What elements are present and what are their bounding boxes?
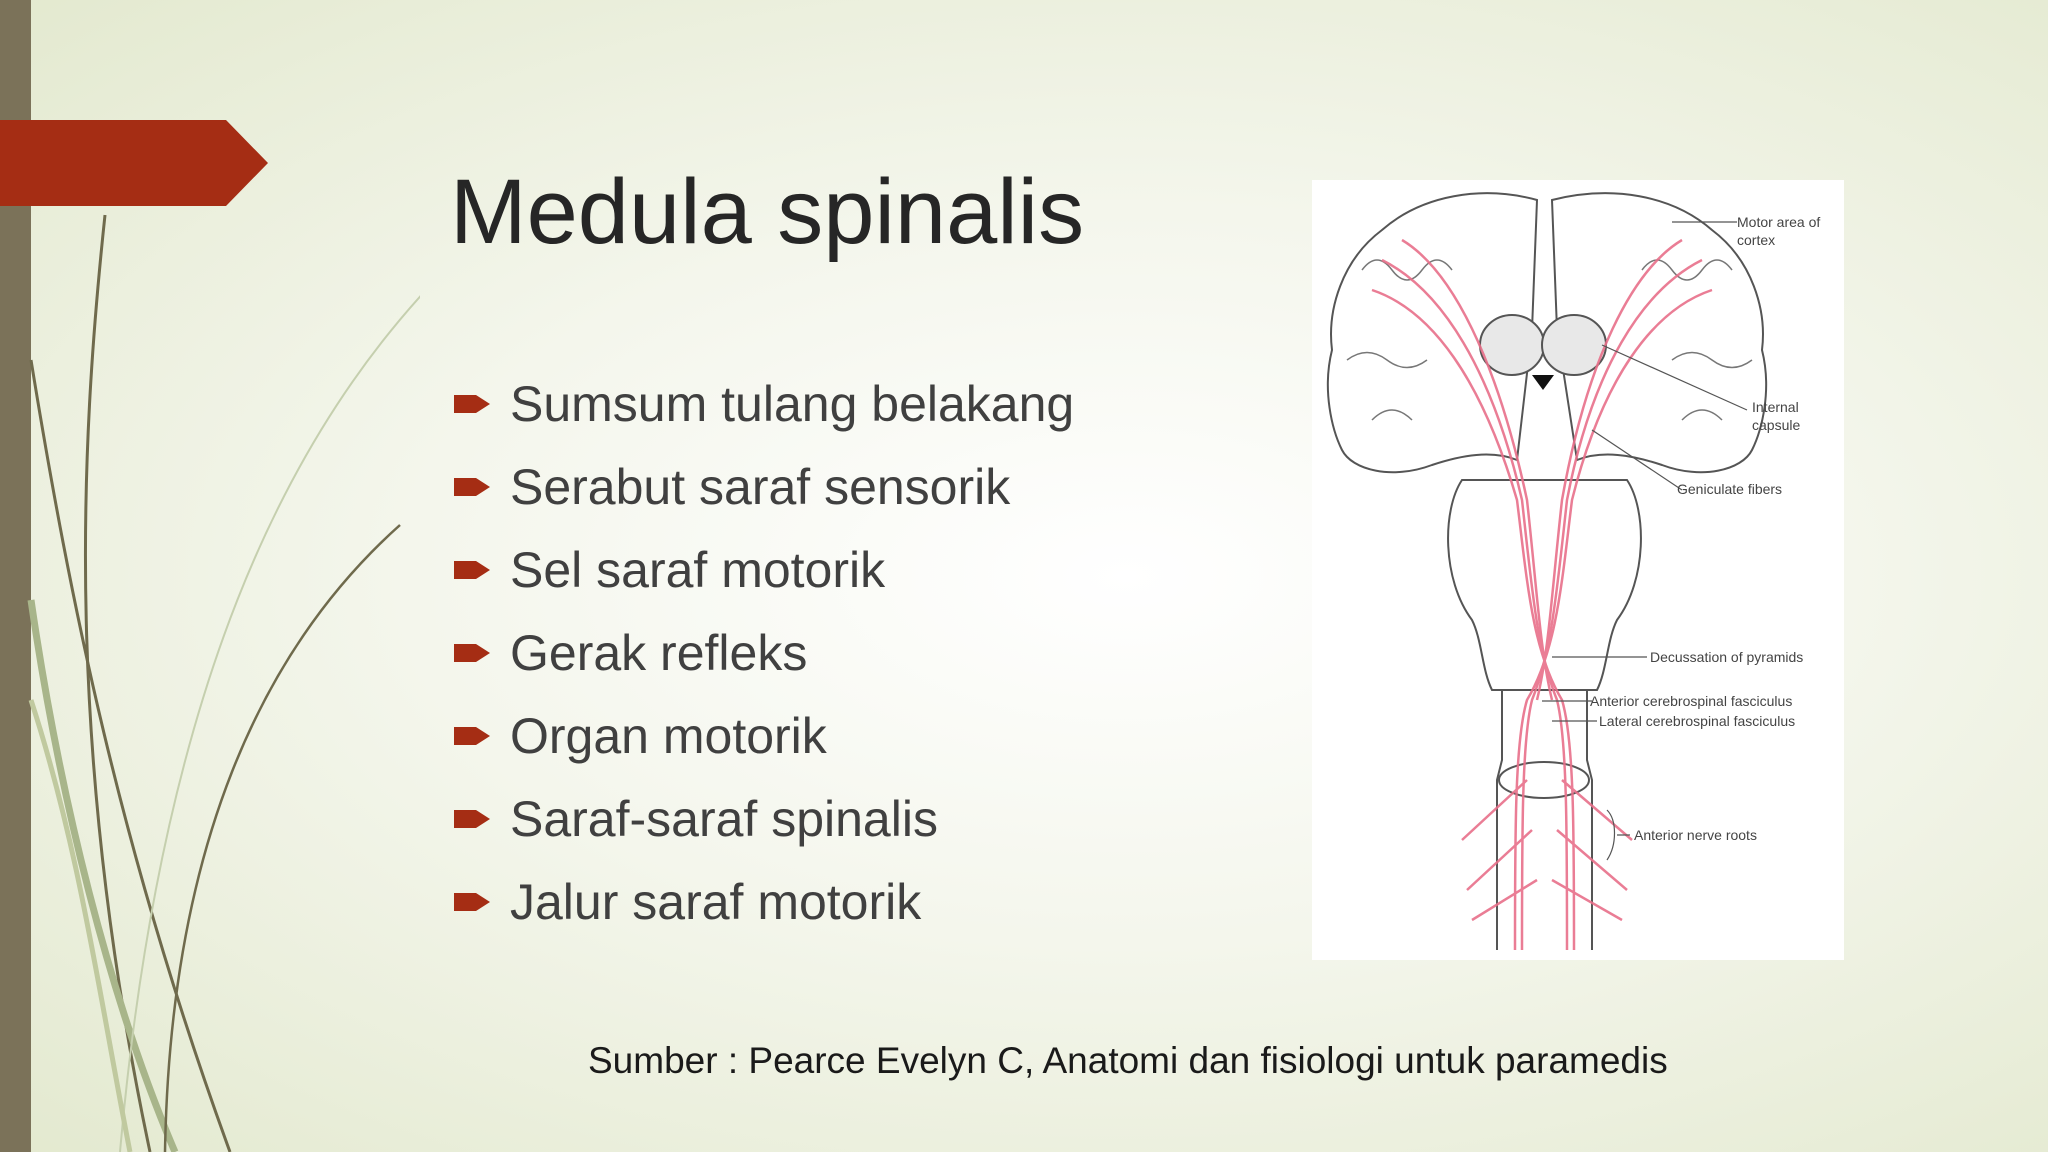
label-internal-capsule-2: capsule [1752,417,1801,433]
label-anterior-fasciculus: Anterior cerebrospinal fasciculus [1590,693,1793,709]
arrow-bullet-icon [452,391,492,417]
bullet-text: Jalur saraf motorik [510,873,922,930]
bullet-item [452,694,1074,777]
bullet-text: Gerak refleks [510,624,808,681]
bullet-list [452,362,1074,943]
bullet-text: Serabut saraf sensorik [510,458,1011,515]
bullet-item [452,362,1074,445]
label-internal-capsule: Internal [1752,399,1799,415]
bullet-item [452,611,1074,694]
arrow-bullet-icon [452,889,492,915]
bullet-text: Organ motorik [510,707,827,764]
label-decussation: Decussation of pyramids [1650,649,1804,665]
label-geniculate-fibers: Geniculate fibers [1677,481,1783,497]
arrow-bullet-icon [452,723,492,749]
label-motor-area: Motor area of [1737,214,1821,230]
title-accent-tab [0,120,270,206]
bullet-item [452,528,1074,611]
arrow-bullet-icon [452,474,492,500]
bullet-item [452,445,1074,528]
motor-pathway-diagram [1312,180,1844,960]
label-lateral-fasciculus: Lateral cerebrospinal fasciculus [1599,713,1796,729]
brain-spinal-cord-figure [1312,180,1844,960]
bullet-item [452,777,1074,860]
bullet-text: Sel saraf motorik [510,541,886,598]
slide-title: Medula spinalis [450,161,1085,263]
bullet-text: Sumsum tulang belakang [510,375,1075,432]
arrow-bullet-icon [452,806,492,832]
source-citation: Sumber : Pearce Evelyn C, Anatomi dan fisiologi untuk paramedis [588,1040,1668,1081]
arrow-bullet-icon [452,640,492,666]
label-anterior-nerve-roots: Anterior nerve roots [1634,827,1757,843]
arrow-bullet-icon [452,557,492,583]
bullet-item [452,860,1074,943]
bullet-text: Saraf-saraf spinalis [510,790,938,847]
label-motor-area-2: cortex [1737,232,1776,248]
